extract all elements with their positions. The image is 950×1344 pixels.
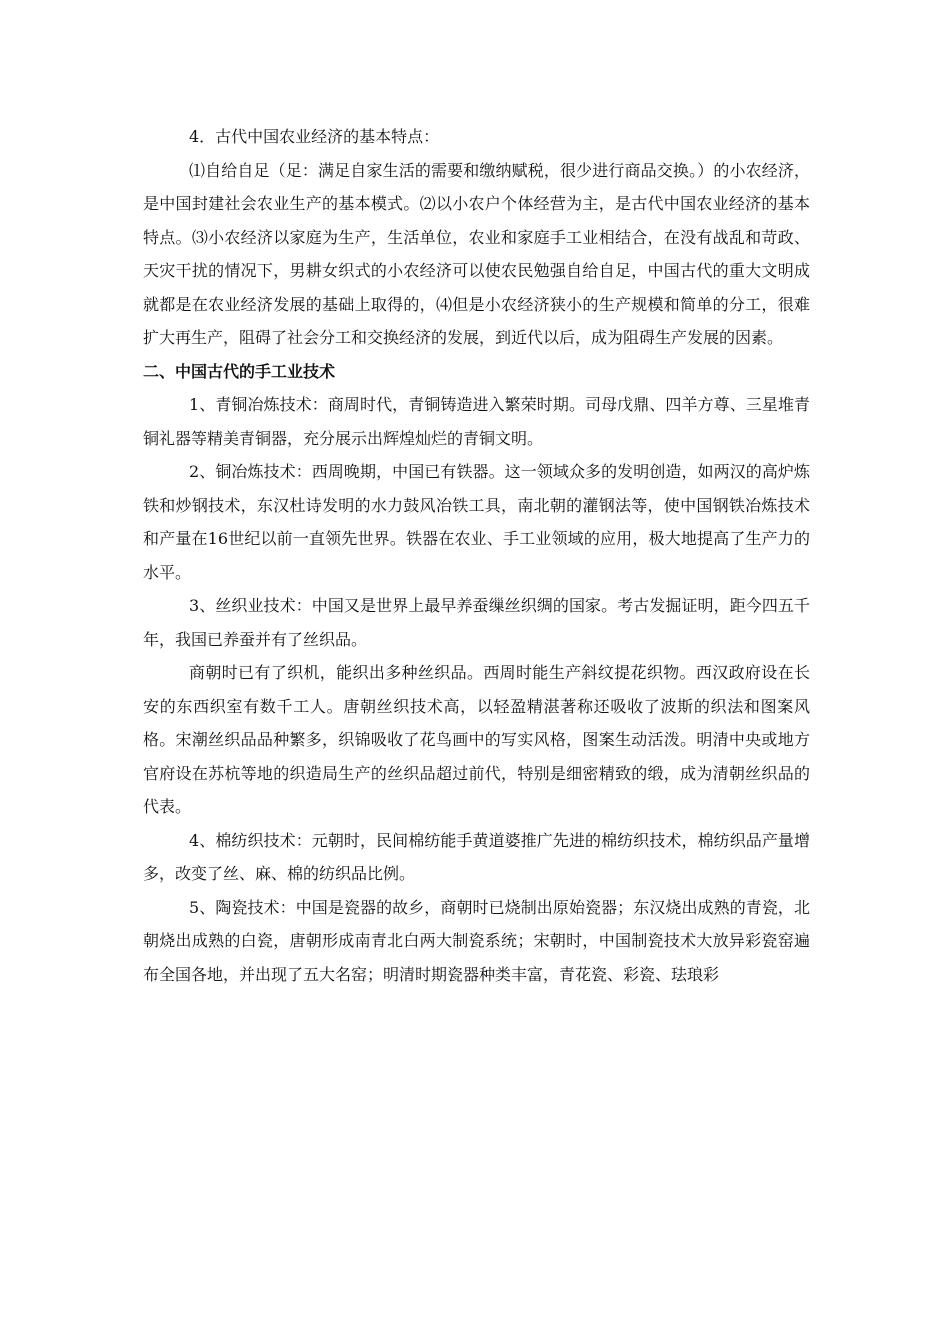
paragraph-iron: 2、铜冶炼技术：西周晚期，中国已有铁器。这一领域众多的发明创造，如两汉的高炉炼铁和炒钢技术，东汉杜诗发明的水力鼓风冶铁工具，南北朝的灌钢法等，使中国钢铁冶炼技术和产量在16世纪以前一直领先世界。铁器在农业、手工业领域的应用，极大地提高了生产力的水平。 — [143, 462, 810, 582]
paragraph-ceramics: 5、陶瓷技术：中国是瓷器的故乡，商朝时已烧制出原始瓷器；东汉烧出成熟的青瓷，北朝烧出成熟的白瓷，唐朝形成南青北白两大制瓷系统；宋朝时，中国制瓷技术大放异彩瓷窑遍布全国各地，并出现了五大名窑；明清时期瓷器种类丰富，青花瓷、彩瓷、珐琅彩 — [143, 897, 810, 984]
paragraph-silk: 3、丝织业技术：中国又是世界上最早养蚕缫丝织绸的国家。考古发掘证明，距今四五千年，我国已养蚕并有了丝织品。 — [143, 596, 810, 649]
section-heading-handicraft: 二、中国古代的手工业技术 — [143, 361, 336, 381]
paragraph-agri-features-title: 4．古代中国农业经济的基本特点： — [189, 127, 440, 146]
paragraph-bronze: 1、青铜冶炼技术：商周时代，青铜铸造进入繁荣时期。司母戊鼎、四羊方尊、三星堆青铜礼器等精美青铜器，充分展示出辉煌灿烂的青铜文明。 — [143, 395, 810, 448]
paragraph-agri-features-body: ⑴自给自足（足：满足自家生活的需要和缴纳赋税，很少进行商品交换。）的小农经济，是中国封建社会农业生产的基本模式。⑵以小农户个体经营为主，是古代中国农业经济的基本特点。⑶小农经济以家庭为生产，生活单位，农业和家庭手工业相结合，在没有战乱和苛政、天灾干扰的情况下，男耕女织式的小农经济可以使农民勉强自给自足，中国古代的重大文明成就都是在农业经济发展的基础上取得的，⑷但是小农经济狭小的生产规模和简单的分工，很难扩大再生产，阻碍了社会分工和交换经济的发展，到近代以后，成为阻碍生产发展的因素。 — [143, 160, 810, 347]
document-page — [143, 120, 810, 991]
paragraph-cotton: 4、棉纺织技术：元朝时，民间棉纺能手黄道婆推广先进的棉纺织技术，棉纺织品产量增多，改变了丝、麻、棉的纺织品比例。 — [143, 830, 810, 883]
paragraph-silk-history: 商朝时已有了织机，能织出多种丝织品。西周时能生产斜纹提花织物。西汉政府设在长安的东西织室有数千工人。唐朝丝织技术高，以轻盈精湛著称还吸收了波斯的织法和图案风格。宋潮丝织品品种繁多，织锦吸收了花鸟画中的写实风格，图案生动活泼。明清中央或地方官府设在苏杭等地的织造局生产的丝织品超过前代，特别是细密精致的缎，成为清朝丝织品的代表。 — [143, 663, 810, 816]
